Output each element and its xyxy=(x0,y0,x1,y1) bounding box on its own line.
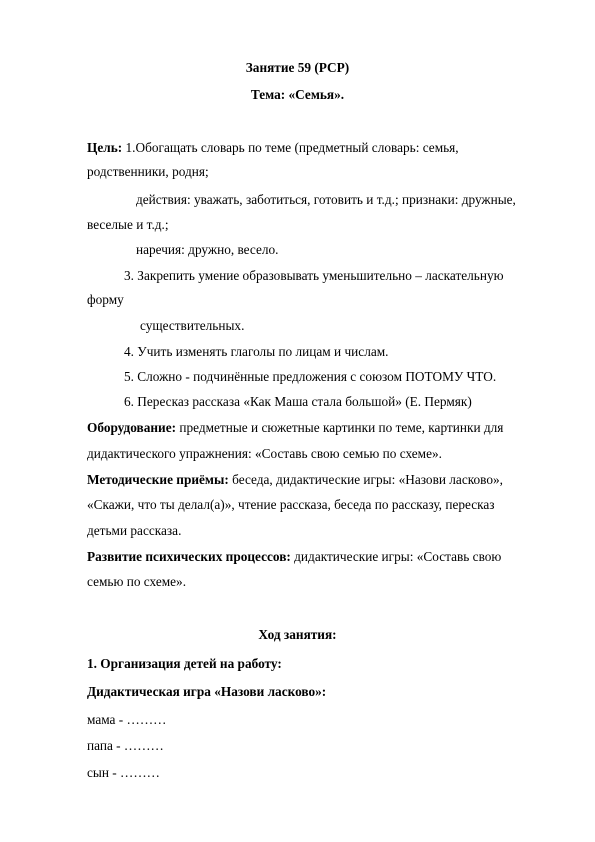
list-item: мама - ……… xyxy=(87,712,167,727)
goal-line-2: родственники, родня; xyxy=(87,164,209,179)
goal-label: Цель: xyxy=(87,140,123,155)
lesson-title: Занятие 59 (РСР) xyxy=(245,60,350,75)
lesson-theme: Тема: «Семья». xyxy=(250,87,345,102)
methods-label: Методические приёмы: xyxy=(87,472,229,487)
goal-item-3-line-2: форму xyxy=(87,292,124,307)
goal-item-3-line-3: существительных. xyxy=(140,318,245,333)
methods-line-1 xyxy=(87,472,503,488)
goal-text-1: 1.Обогащать словарь по теме (предметный словарь: семья, xyxy=(122,140,459,155)
list-item: сын - ……… xyxy=(87,765,160,780)
equipment-label: Оборудование: xyxy=(87,420,177,435)
section-1-heading: 1. Организация детей на работу: xyxy=(87,656,282,671)
methods-line-2: «Скажи, что ты делал(а)», чтение рассказа, беседа по рассказу, пересказ xyxy=(87,497,495,512)
list-item: папа - ……… xyxy=(87,738,164,753)
goal-line-5: наречия: дружно, весело. xyxy=(136,242,279,257)
goal-line-1 xyxy=(87,140,459,156)
lesson-heading: Ход занятия: xyxy=(258,627,337,642)
equipment-line-1 xyxy=(87,420,503,436)
equipment-text-1: предметные и сюжетные картинки по теме, картинки для xyxy=(176,420,504,435)
goal-item-4: 4. Учить изменять глаголы по лицам и числам. xyxy=(124,344,389,359)
development-line-2: семью по схеме». xyxy=(87,574,187,589)
methods-text-1: беседа, дидактические игры: «Назови ласково», xyxy=(228,472,503,487)
development-line-1 xyxy=(87,549,501,565)
development-label: Развитие психических процессов: xyxy=(87,549,291,564)
goal-item-6: 6. Пересказ рассказа «Как Маша стала большой» (Е. Пермяк) xyxy=(124,394,472,409)
equipment-line-2: дидактического упражнения: «Составь свою семью по схеме». xyxy=(87,446,442,461)
goal-item-3-line-1: 3. Закрепить умение образовывать уменьшительно – ласкательную xyxy=(124,268,504,283)
goal-item-5: 5. Сложно - подчинённые предложения с союзом ПОТОМУ ЧТО. xyxy=(124,369,497,384)
goal-line-4: веселые и т.д.; xyxy=(87,217,169,232)
goal-line-3: действия: уважать, заботиться, готовить и т.д.; признаки: дружные, xyxy=(136,192,516,207)
development-text-1: дидактические игры: «Составь свою xyxy=(290,549,502,564)
game-title: Дидактическая игра «Назови ласково»: xyxy=(87,684,327,699)
methods-line-3: детьми рассказа. xyxy=(87,523,182,538)
